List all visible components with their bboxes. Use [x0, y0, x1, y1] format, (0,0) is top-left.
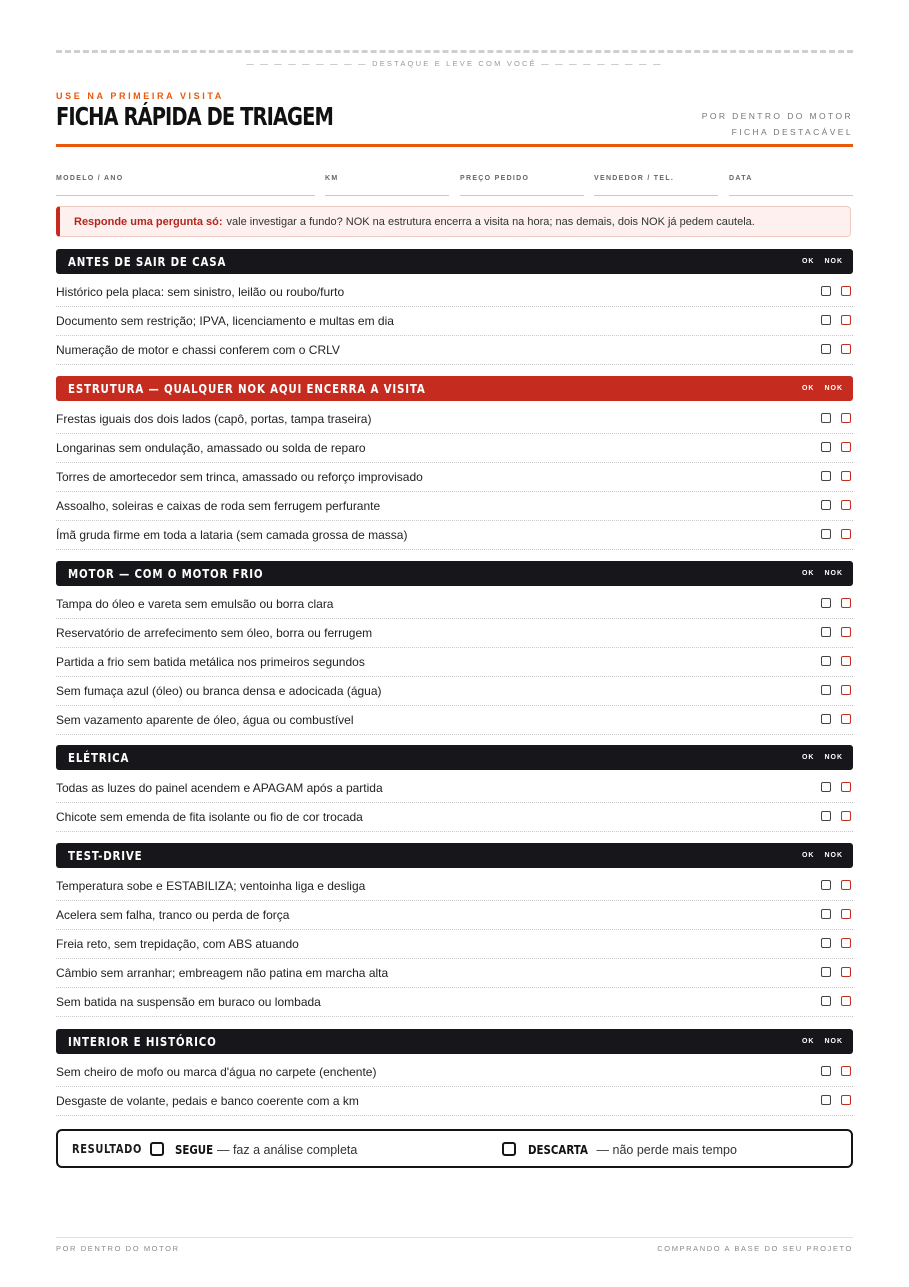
ok-column-label: OK [801, 754, 815, 761]
ok-checkbox[interactable] [821, 1095, 831, 1105]
checklist-item-text: Frestas iguais dos dois lados (capô, portas, tampa traseira) [56, 412, 372, 426]
footer-right: COMPRANDO A BASE DO SEU PROJETO [657, 1244, 853, 1253]
section-title: INTERIOR E HISTÓRICO [68, 1034, 217, 1049]
field-label: KM [325, 175, 339, 182]
nok-checkbox[interactable] [841, 598, 851, 608]
checklist-item-text: Documento sem restrição; IPVA, licenciamento e multas em dia [56, 314, 394, 328]
nok-checkbox[interactable] [841, 909, 851, 919]
checklist-row [56, 901, 853, 930]
section-columns [792, 385, 843, 392]
segue-label: SEGUE [175, 1142, 214, 1157]
checklist-row [56, 1058, 853, 1087]
nok-checkbox[interactable] [841, 1066, 851, 1076]
checklist-row [56, 648, 853, 677]
field-km[interactable] [325, 167, 449, 196]
checklist-row [56, 492, 853, 521]
nok-checkbox[interactable] [841, 286, 851, 296]
field-label: PREÇO PEDIDO [460, 175, 530, 182]
nok-column-label: NOK [824, 570, 843, 577]
nok-checkbox[interactable] [841, 627, 851, 637]
nok-checkbox[interactable] [841, 656, 851, 666]
checklist-item-text: Longarinas sem ondulação, amassado ou solda de reparo [56, 441, 366, 455]
section-columns [792, 258, 843, 265]
field-data[interactable] [729, 167, 853, 196]
checklist-row [56, 959, 853, 988]
ok-checkbox[interactable] [821, 500, 831, 510]
checklist-item-text: Todas as luzes do painel acendem e APAGAM após a partida [56, 781, 383, 795]
checklist-row [56, 336, 853, 365]
section-header [56, 561, 853, 586]
nok-checkbox[interactable] [841, 938, 851, 948]
nok-column-label: NOK [824, 754, 843, 761]
checklist-item-text: Assoalho, soleiras e caixas de roda sem ferrugem perfurante [56, 499, 381, 513]
checklist-row [56, 988, 853, 1017]
checklist-row [56, 677, 853, 706]
ok-checkbox[interactable] [821, 529, 831, 539]
field-label: MODELO / ANO [56, 175, 124, 182]
note-bold: Responde uma pergunta só: [74, 215, 223, 228]
segue-checkbox[interactable] [150, 1142, 164, 1156]
nok-checkbox[interactable] [841, 880, 851, 890]
footer-left: POR DENTRO DO MOTOR [56, 1244, 180, 1253]
checklist-item-text: Sem cheiro de mofo ou marca d'água no carpete (enchente) [56, 1065, 377, 1079]
checklist-item-text: Torres de amortecedor sem trinca, amassado ou reforço improvisado [56, 470, 423, 484]
ok-checkbox[interactable] [821, 714, 831, 724]
field-modelo-ano[interactable] [56, 167, 315, 196]
nok-checkbox[interactable] [841, 413, 851, 423]
section-columns [792, 1038, 843, 1045]
cut-line [56, 50, 853, 53]
brand-subtitle: FICHA DESTACÁVEL [731, 127, 853, 137]
nok-column-label: NOK [824, 258, 843, 265]
section-header [56, 376, 853, 401]
descarta-option [528, 1142, 737, 1157]
checklist-item-text: Tampa do óleo e vareta sem emulsão ou borra clara [56, 597, 334, 611]
checklist-item-text: Acelera sem falha, tranco ou perda de força [56, 908, 290, 922]
checklist-item-text: Numeração de motor e chassi conferem com o CRLV [56, 343, 340, 357]
section-title: MOTOR — COM O MOTOR FRIO [68, 566, 264, 581]
checklist-item-text: Desgaste de volante, pedais e banco coerente com a km [56, 1094, 359, 1108]
ok-checkbox[interactable] [821, 656, 831, 666]
nok-checkbox[interactable] [841, 714, 851, 724]
checklist-row [56, 590, 853, 619]
ok-checkbox[interactable] [821, 442, 831, 452]
header-rule [56, 144, 853, 147]
checklist-row [56, 1087, 853, 1116]
checklist-item-text: Histórico pela placa: sem sinistro, leilão ou roubo/furto [56, 285, 345, 299]
nok-checkbox[interactable] [841, 315, 851, 325]
section-columns [792, 570, 843, 577]
ok-checkbox[interactable] [821, 811, 831, 821]
ok-checkbox[interactable] [821, 909, 831, 919]
note-text: vale investigar a fundo? NOK na estrutura encerra a visita na hora; nas demais, dois NOK já pedem cautela. [226, 215, 755, 228]
section-columns [792, 754, 843, 761]
field-vendedor-tel[interactable] [594, 167, 718, 196]
checklist-row [56, 803, 853, 832]
checklist-row [56, 930, 853, 959]
nok-checkbox[interactable] [841, 529, 851, 539]
checklist-row [56, 774, 853, 803]
nok-column-label: NOK [824, 852, 843, 859]
ok-checkbox[interactable] [821, 782, 831, 792]
ok-column-label: OK [801, 1038, 815, 1045]
descarta-text: — não perde mais tempo [596, 1143, 737, 1157]
section-header [56, 1029, 853, 1054]
page-title: FICHA RÁPIDA DE TRIAGEM [56, 102, 333, 131]
section-title: TEST-DRIVE [68, 848, 143, 863]
checklist-row [56, 706, 853, 735]
nok-checkbox[interactable] [841, 782, 851, 792]
nok-column-label: NOK [824, 1038, 843, 1045]
ok-checkbox[interactable] [821, 1066, 831, 1076]
nok-checkbox[interactable] [841, 685, 851, 695]
checklist-item-text: Partida a frio sem batida metálica nos primeiros segundos [56, 655, 365, 669]
ok-checkbox[interactable] [821, 685, 831, 695]
brand-name: POR DENTRO DO MOTOR [701, 111, 853, 121]
section-title: ANTES DE SAIR DE CASA [68, 254, 227, 269]
result-label: RESULTADO [72, 1142, 143, 1156]
nok-checkbox[interactable] [841, 442, 851, 452]
cut-label: — — — — — — — — — DESTAQUE E LEVE COM VOCÊ — — — — — — — — — [246, 59, 663, 68]
ok-checkbox[interactable] [821, 880, 831, 890]
section-columns [792, 852, 843, 859]
section-header [56, 745, 853, 770]
nok-checkbox[interactable] [841, 471, 851, 481]
ok-column-label: OK [801, 570, 815, 577]
ok-checkbox[interactable] [821, 344, 831, 354]
ok-checkbox[interactable] [821, 967, 831, 977]
checklist-item-text: Sem vazamento aparente de óleo, água ou combustível [56, 713, 354, 727]
nok-checkbox[interactable] [841, 344, 851, 354]
ok-checkbox[interactable] [821, 286, 831, 296]
ok-checkbox[interactable] [821, 315, 831, 325]
field-preco-pedido[interactable] [460, 167, 584, 196]
descarta-label: DESCARTA [528, 1142, 588, 1157]
checklist-item-text: Freia reto, sem trepidação, com ABS atuando [56, 937, 299, 951]
checklist-row [56, 278, 853, 307]
checklist-row [56, 307, 853, 336]
ok-column-label: OK [801, 852, 815, 859]
field-label: DATA [729, 175, 753, 182]
section-title: ESTRUTURA — QUALQUER NOK AQUI ENCERRA A VISITA [68, 381, 426, 396]
section-header [56, 843, 853, 868]
brand-block [702, 108, 853, 140]
checklist-item-text: Sem batida na suspensão em buraco ou lombada [56, 995, 321, 1009]
instruction-note [56, 206, 851, 237]
nok-checkbox[interactable] [841, 967, 851, 977]
checklist-item-text: Ímã gruda firme em toda a lataria (sem camada grossa de massa) [56, 528, 408, 542]
ok-checkbox[interactable] [821, 938, 831, 948]
checklist-item-text: Chicote sem emenda de fita isolante ou fio de cor trocada [56, 810, 363, 824]
kicker: USE NA PRIMEIRA VISITA [56, 91, 224, 101]
checklist-row [56, 521, 853, 550]
checklist-row [56, 872, 853, 901]
segue-option [175, 1142, 357, 1157]
ok-checkbox[interactable] [821, 413, 831, 423]
nok-checkbox[interactable] [841, 500, 851, 510]
checklist-row [56, 619, 853, 648]
segue-text: — faz a análise completa [216, 1143, 358, 1157]
section-title: ELÉTRICA [68, 750, 130, 765]
footer-rule [56, 1237, 853, 1238]
ok-checkbox[interactable] [821, 996, 831, 1006]
section-header [56, 249, 853, 274]
checklist-row [56, 434, 853, 463]
nok-checkbox[interactable] [841, 811, 851, 821]
ok-checkbox[interactable] [821, 627, 831, 637]
checklist-item-text: Câmbio sem arranhar; embreagem não patina em marcha alta [56, 966, 389, 980]
descarta-checkbox[interactable] [502, 1142, 516, 1156]
result-box [56, 1129, 853, 1168]
checklist-item-text: Reservatório de arrefecimento sem óleo, borra ou ferrugem [56, 626, 373, 640]
nok-checkbox[interactable] [841, 1095, 851, 1105]
nok-column-label: NOK [824, 385, 843, 392]
field-label: VENDEDOR / TEL. [594, 175, 675, 182]
ok-checkbox[interactable] [821, 598, 831, 608]
checklist-item-text: Temperatura sobe e ESTABILIZA; ventoinha liga e desliga [56, 879, 366, 893]
ok-column-label: OK [801, 385, 815, 392]
checklist-item-text: Sem fumaça azul (óleo) ou branca densa e adocicada (água) [56, 684, 382, 698]
checklist-row [56, 405, 853, 434]
checklist-row [56, 463, 853, 492]
nok-checkbox[interactable] [841, 996, 851, 1006]
ok-column-label: OK [801, 258, 815, 265]
ok-checkbox[interactable] [821, 471, 831, 481]
